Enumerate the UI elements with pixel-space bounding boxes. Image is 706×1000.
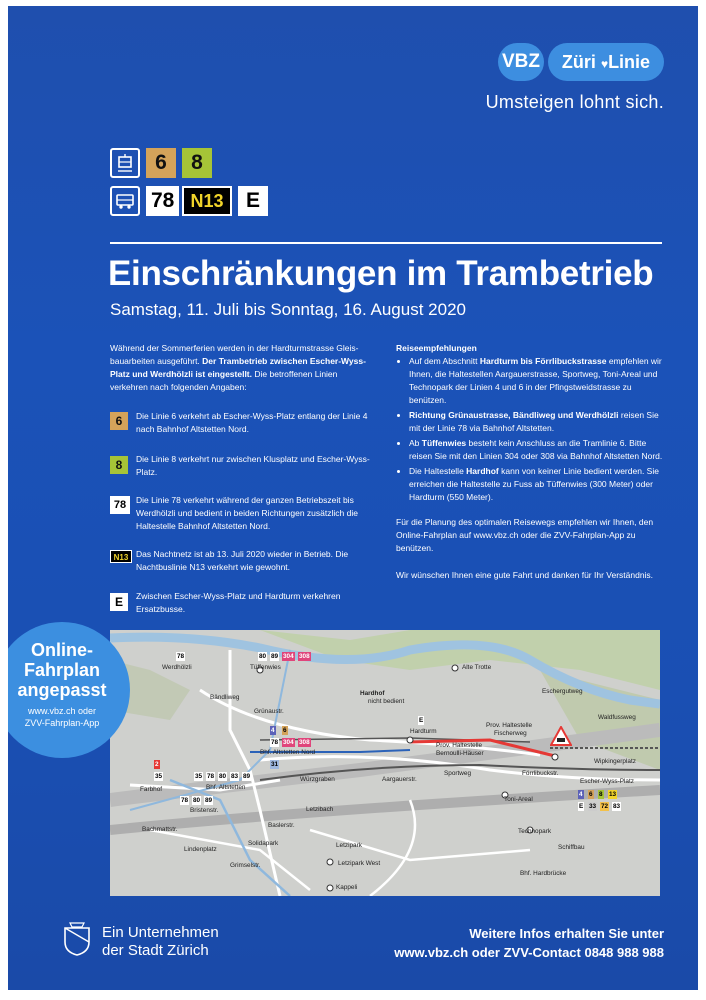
planning-text: Für die Planung des optimalen Reisewegs empfehlen wir Ihnen, den Online-Fahrplan auf www.vbz.ch oder die ZVV-Fahrplan-App zu benützen. [396,517,654,553]
map-badge: 80 [259,653,267,660]
map-stop: Bändliweg [210,694,240,701]
map-badge: 304 [283,653,294,660]
map-badge: 31 [271,761,279,768]
map-stop: Bernoulli-Häuser [436,750,484,757]
line-badge-78: 78 [146,186,179,216]
map-stop-note: nicht bedient [368,698,405,705]
construction-warning-icon [550,726,572,746]
closing-text: Wir wünschen Ihnen eine gute Fahrt und danken für Ihr Verständnis. [396,570,654,580]
map-stop: Toni-Areal [504,796,533,803]
map-badge: 4 [579,791,583,798]
note-badge-e: E [110,593,128,611]
zueri-text: Züri [561,52,596,72]
t3-bold: Tüffenwies [421,438,467,448]
map-badge: 89 [243,773,251,780]
map-stop: Bristenstr. [190,807,219,814]
map-stop: Eschergutweg [542,688,583,695]
tram-icon [110,148,140,178]
map-badge: 308 [299,653,310,660]
map-stop: Schiffbau [558,844,585,851]
map-badge: 72 [601,803,609,810]
map-stop: Grünaustr. [254,708,284,715]
intro-part1: Während der Sommerferien werden in der Hardturmstrasse Gleisbauarbeiten ausgeführt. [110,343,359,366]
t4-bold: Hardhof [466,466,499,476]
map-stop: Hardturm [410,728,437,735]
map-stop: Prov. Haltestelle [436,742,483,749]
map-badge: 78 [271,739,279,746]
map-badge: 83 [613,803,621,810]
note-badge-6: 6 [110,412,128,430]
travel-item-1 [409,355,666,407]
map-badge: 80 [219,773,227,780]
map-badge: 89 [205,797,213,804]
footer-company [102,924,219,960]
online-line5: ZVV-Fahrplan-App [24,718,100,728]
note-badge-8: 8 [110,456,128,474]
map-stop: Tüffenwies [250,664,281,671]
map-badge: 6 [283,727,287,734]
map-stop: Sportweg [444,770,471,777]
map-stop: Baslerstr. [268,822,295,829]
t4-pre: Die Haltestelle [409,466,467,476]
map-stop: Bhf. Altstetten [206,784,246,791]
note-text-e: Zwischen Escher-Wyss-Platz und Hardturm verkehren Ersatzbusse. [136,591,341,614]
t1-bold: Hardturm bis Förrlibuckstrasse [479,356,607,366]
note-text-8: Die Linie 8 verkehrt nur zwischen Klusplatz und Escher-Wyss-Platz. [136,454,370,477]
map-stop: Prov. Haltestelle [486,722,533,729]
map-badge: E [419,717,424,724]
t1-post: empfehlen wir Ihnen, die Haltestellen Aargauerstrasse, Sportweg, Toni-Areal und Technopark der Linien 4 und 6 in der Pfingstweidstrasse zu benützen. [409,356,662,405]
map-stop: Fischerweg [494,730,527,737]
map-badge: 78 [177,653,185,660]
map-badge: 83 [231,773,239,780]
map-stop: Bhf. Hardbrücke [520,870,567,877]
map-badge: 4 [271,727,275,734]
footer-right2[interactable]: www.vbz.ch oder ZVV-Contact 0848 988 988 [394,945,664,960]
map-stop: Technopark [518,828,552,835]
travel-recommendations [396,342,666,582]
page-subtitle: Samstag, 11. Juli bis Sonntag, 16. August 2020 [110,300,466,319]
map-badge: 33 [589,803,597,810]
map-stop: Grimselstr. [230,862,261,869]
map-badge: 13 [609,791,617,798]
note-text-n13: Das Nachtnetz ist ab 13. Juli 2020 wieder in Betrieb. Die Nachtbuslinie N13 verkehrt wie gewohnt. [136,549,349,572]
brand-logo [498,43,666,83]
divider [110,242,662,244]
map-stop: Solidapark [248,840,279,847]
map-badge: E [579,803,584,810]
map-stop: Letzipark [336,842,362,849]
intro-part2: Die betroffenen Linien verkehren nach folgenden Angaben: [110,369,338,392]
vbz-pill: VBZ [498,43,544,81]
t1-pre: Auf dem Abschnitt [409,356,480,366]
map-badge: 80 [193,797,201,804]
online-line4: www.vbz.ch oder [27,706,97,716]
map-stop: Wipkingerplatz [594,758,636,765]
map-stop: Bachmattstr. [142,826,178,833]
footer-left2: der Stadt Zürich [102,942,209,959]
map-stop: Bhf. Altstetten Nord [260,749,316,756]
map-badge: 78 [181,797,189,804]
map-stop: Escher-Wyss-Platz [580,778,634,785]
footer-right1: Weitere Infos erhalten Sie unter [469,926,664,941]
map-stop: Aargauerstr. [382,776,417,783]
online-line1: Online- [31,640,93,660]
t3-pre: Ab [409,438,422,448]
page-title: Einschränkungen im Trambetrieb [108,254,654,293]
map-badge: 304 [283,739,294,746]
intro-text [110,342,372,394]
map-badge: 6 [589,791,593,798]
map-stop: Waldfussweg [598,714,636,721]
note-text-78: Die Linie 78 verkehrt während der ganzen Betriebszeit bis Werdhölzli und bedient in beiden Richtungen zusätzlich die Haltestelle Bahnhof Altstetten Nord. [136,495,358,531]
online-line2: Fahrplan [23,660,100,680]
map-badge: 89 [271,653,279,660]
map-stop: Hardhof [360,690,385,697]
note-badge-78: 78 [110,496,130,514]
t2-post: reisen Sie mit der Linie 78 via Bahnhof Altstetten. [409,410,659,433]
map-stop: Letzipark West [338,860,381,867]
travel-item-2 [409,409,666,435]
line-badge-n13: N13 [182,186,232,216]
intro-bold: Der Trambetrieb zwischen Escher-Wyss-Platz und Werdhölzli ist eingestellt. [110,356,366,379]
map-badge: 78 [207,773,215,780]
tagline: Umsteigen lohnt sich. [485,92,664,112]
map-stop: Förrlibuckstr. [522,770,559,777]
line-badge-6: 6 [146,148,176,178]
map-stop: Würzgraben [300,776,335,783]
zurich-coat-of-arms-icon [62,922,92,956]
poster [8,6,698,990]
map-badge: 308 [299,739,310,746]
travel-item-3 [409,437,666,463]
travel-item-4 [409,465,666,504]
footer-contact [394,924,664,962]
note-badge-n13: N13 [110,550,132,563]
t3-post: besteht kein Anschluss an die Tramlinie 6. Bitte reisen Sie mit den Linien 304 oder 308 via Bahnhof Altstetten Nord. [409,438,663,461]
zueri-linie-pill [548,43,664,81]
route-map [110,630,660,896]
t4-post: kann von keiner Linie bedient werden. Sie erreichen die Haltestelle zu Fuss ab Tüffenwies (300 Meter) oder Hardturm (550 Meter). [409,466,659,502]
map-stop: Alte Trotte [462,664,492,671]
line-badge-8: 8 [182,148,212,178]
map-badge: 35 [195,773,203,780]
map-stop: Lindenplatz [184,846,217,853]
footer-left1: Ein Unternehmen [102,924,219,941]
map-stop: Farbhof [140,786,163,793]
line-badge-e: E [238,186,268,216]
map-badge: 2 [155,761,159,768]
heart-icon: ♥ [600,57,609,71]
map-stop: Werdhölzli [162,664,192,671]
bus-icon [110,186,140,216]
map-graphics [110,630,660,896]
note-text-6: Die Linie 6 verkehrt ab Escher-Wyss-Platz entlang der Linie 4 nach Bahnhof Altstetten Nord. [136,411,368,434]
map-badge: 35 [155,773,163,780]
travel-heading: Reiseempfehlungen [396,343,477,353]
t2-bold: Richtung Grünaustrasse, Bändliweg und Werdhölzli [409,410,619,420]
map-badge: 8 [599,791,603,798]
map-stop: Letzibach [306,806,334,813]
linie-text: Linie [608,52,651,72]
map-stop: Kappeli [336,884,358,891]
online-line3: angepasst [17,680,107,700]
